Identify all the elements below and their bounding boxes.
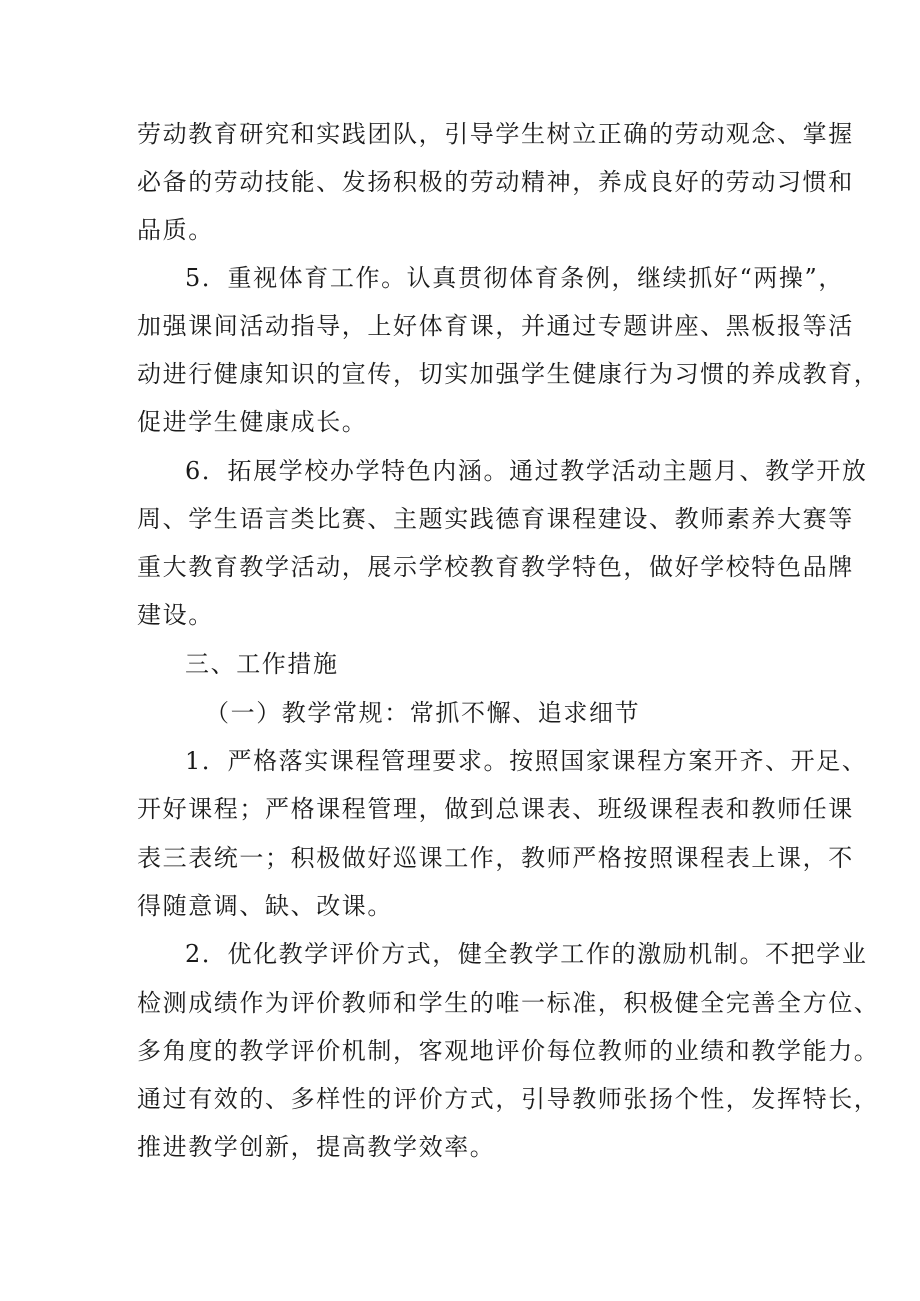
text-line: 劳动教育研究和实践团队，引导学生树立正确的劳动观念、掌握 [137,120,854,148]
text-line: 品质。 [137,216,214,244]
paragraph-2-heading: 2．优化教学评价方式，健全教学工作的激励机制。不把学业 [185,940,868,968]
paragraph-5-heading: 5．重视体育工作。认真贯彻体育条例，继续抓好“两操”， [185,264,845,292]
section-heading: 三、工作措施 [185,650,339,678]
text-line: 建设。 [137,601,214,629]
text-line: 检测成绩作为评价教师和学生的唯一标准，积极健全完善全方位、 [137,989,880,1017]
text-line: 周、学生语言类比赛、主题实践德育课程建设、教师素养大赛等 [137,505,854,533]
text-line: 表三表统一；积极做好巡课工作，教师严格按照课程表上课，不 [137,844,854,872]
paragraph-6-heading: 6．拓展学校办学特色内涵。通过教学活动主题月、教学开放 [185,457,868,485]
text-line: 通过有效的、多样性的评价方式，引导教师张扬个性，发挥特长， [137,1085,880,1113]
text-line: 开好课程；严格课程管理，做到总课表、班级课程表和教师任课 [137,795,854,823]
subsection-heading: （一）教学常规：常抓不懈、追求细节 [205,699,641,727]
text-line: 促进学生健康成长。 [137,408,368,436]
text-line: 动进行健康知识的宣传，切实加强学生健康行为习惯的养成教育， [137,360,880,388]
text-line: 多角度的教学评价机制，客观地评价每位教师的业绩和教学能力。 [137,1037,880,1065]
text-line: 加强课间活动指导，上好体育课，并通过专题讲座、黑板报等活 [137,312,854,340]
text-line: 得随意调、缺、改课。 [137,892,393,920]
text-line: 重大教育教学活动，展示学校教育教学特色，做好学校特色品牌 [137,553,854,581]
text-line: 必备的劳动技能、发扬积极的劳动精神，养成良好的劳动习惯和 [137,168,854,196]
paragraph-1-heading: 1．严格落实课程管理要求。按照国家课程方案开齐、开足、 [185,747,868,775]
text-line: 推进教学创新，提高教学效率。 [137,1133,496,1161]
